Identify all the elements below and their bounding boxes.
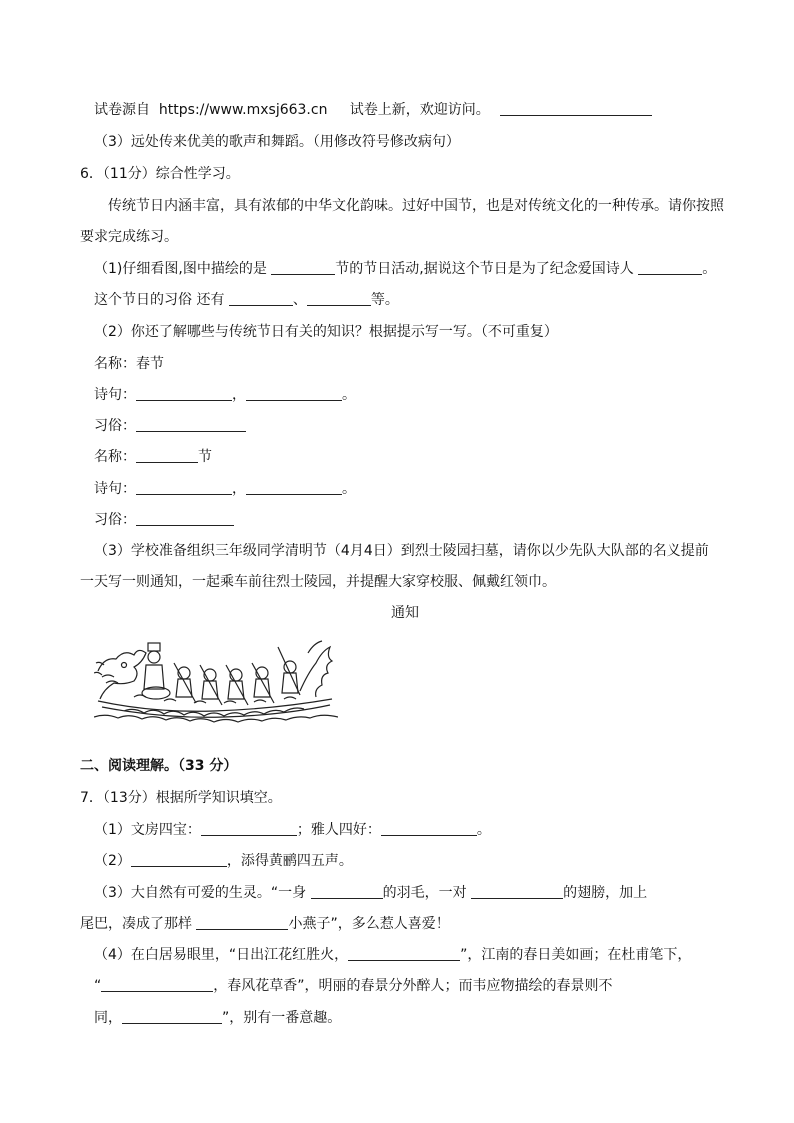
q6-1-text-e: 、 <box>292 292 307 308</box>
custom-blank-1[interactable] <box>229 290 293 306</box>
poem-line-2 <box>94 479 356 499</box>
custom-blank-2[interactable] <box>307 290 371 306</box>
source-url[interactable]: https://www.mxsj663.cn <box>158 102 328 118</box>
custom-line-1 <box>94 416 246 436</box>
comma: ， <box>232 387 246 403</box>
custom-label: 习俗： <box>94 512 136 528</box>
custom-blank-spring[interactable] <box>136 416 246 432</box>
q7-4-text-e: 同， <box>94 1010 122 1026</box>
four-hobbies-blank[interactable] <box>381 820 477 836</box>
q7-3-text-e: 小燕子”，多么惹人喜爱！ <box>288 916 450 932</box>
q7-4-text-b: ”，江南的春日美如画；在杜甫笔下， <box>460 947 692 963</box>
blank <box>500 100 652 116</box>
q7-2-line <box>94 851 353 871</box>
q6-heading: 6．（11分）综合性学习。 <box>80 166 240 182</box>
q6-1-text-f: 等。 <box>370 292 399 308</box>
festival-blank[interactable] <box>271 259 335 275</box>
poem-blank-1a[interactable] <box>136 385 232 401</box>
q7-3-text-a: （3）大自然有可爱的生灵。“一身 <box>94 885 307 901</box>
q6-1-text-b: 节的节日活动,据说这个节日是为了纪念爱国诗人 <box>335 261 634 277</box>
q7-1-text-c: 。 <box>476 822 491 838</box>
poem-line-1 <box>94 385 356 405</box>
du-fu-blank[interactable] <box>101 976 213 992</box>
custom-label: 习俗： <box>94 418 136 434</box>
four-treasures-blank[interactable] <box>201 820 297 836</box>
festival-suffix: 节 <box>198 449 212 465</box>
period: 。 <box>342 387 356 403</box>
q7-heading: 7．（13分）根据所学知识填空。 <box>80 790 282 806</box>
q7-1-text-b: ；雅人四好： <box>296 822 381 838</box>
q7-4-line1 <box>94 945 691 965</box>
name-label: 名称： <box>94 449 136 465</box>
q7-1-text-a: （1）文房四宝： <box>94 822 201 838</box>
q7-4-text-f: ”，别有一番意趣。 <box>222 1010 342 1026</box>
swallow-blank[interactable] <box>196 914 288 930</box>
q6-1-line1 <box>94 259 716 279</box>
poem-blank-1b[interactable] <box>246 385 342 401</box>
q7-2-text-b: ，添得黄鹂四五声。 <box>226 853 353 869</box>
poem-blank-2a[interactable] <box>136 479 232 495</box>
q7-4-text-c: “ <box>94 978 102 994</box>
q7-3-line2 <box>80 914 450 934</box>
q7-4-text-d: ，春风花草香”，明丽的春景分外醉人；而韦应物描绘的春景则不 <box>213 978 613 994</box>
festival-name-blank[interactable] <box>136 447 198 463</box>
q6-1-line2 <box>94 290 399 310</box>
q6-intro-1: 传统节日内涵丰富，具有浓郁的中华文化韵味。过好中国节，也是对传统文化的一种传承。请你按照 <box>108 198 724 214</box>
source-label: 试卷源自 <box>94 102 150 118</box>
q6-3-line2: 一天写一则通知，一起乘车前往烈士陵园，并提醒大家穿校服、佩戴红领巾。 <box>80 574 556 590</box>
bai-juyi-blank[interactable] <box>348 945 460 961</box>
notice-title: 通知 <box>391 605 419 621</box>
q7-4-line3 <box>94 1008 341 1028</box>
comma: ， <box>232 481 246 497</box>
q7-4-text-a: （4）在白居易眼里，“日出江花红胜火， <box>94 947 349 963</box>
q6-1-text-a: （1)仔细看图,图中描绘的是 <box>94 261 267 277</box>
q7-3-text-d: 尾巴，凑成了那样 <box>80 916 192 932</box>
source-line <box>94 100 652 120</box>
poem-label: 诗句： <box>94 387 136 403</box>
custom-blank-other[interactable] <box>136 510 234 526</box>
q7-3-text-c: 的翅膀，加上 <box>563 885 648 901</box>
q7-3-text-b: 的羽毛，一对 <box>382 885 467 901</box>
poem-label: 诗句： <box>94 481 136 497</box>
festival-name-2 <box>94 447 212 467</box>
poem-line-blank[interactable] <box>131 851 227 867</box>
q7-3-line1 <box>94 883 647 903</box>
wings-blank[interactable] <box>471 883 563 899</box>
q6-1-text-d: 这个节日的习俗 还有 <box>94 292 225 308</box>
feathers-blank[interactable] <box>311 883 383 899</box>
section-2-heading: 二、阅读理解。（33 分） <box>80 758 238 774</box>
q7-4-line2 <box>94 976 613 996</box>
q5-3-text: （3）远处传来优美的歌声和舞蹈。（用修改符号修改病句） <box>94 134 460 150</box>
source-tail: 试卷上新，欢迎访问。 <box>349 102 490 118</box>
custom-line-2 <box>94 510 234 530</box>
q6-3-line1: （3）学校准备组织三年级同学清明节（4月4日）到烈士陵园扫墓，请你以少先队大队部的名义提前 <box>94 543 709 559</box>
poet-blank[interactable] <box>638 259 702 275</box>
q7-1-line <box>94 820 491 840</box>
wei-yingwu-blank[interactable] <box>122 1008 222 1024</box>
poem-blank-2b[interactable] <box>246 479 342 495</box>
q6-2-text: （2）你还了解哪些与传统节日有关的知识？根据提示写一写。（不可重复） <box>94 324 558 340</box>
q6-1-text-c: 。 <box>702 261 717 277</box>
period: 。 <box>342 481 356 497</box>
q6-intro-2: 要求完成练习。 <box>80 229 178 245</box>
festival-name-1: 名称：春节 <box>94 356 164 372</box>
dragon-boat-illustration <box>94 633 338 725</box>
q7-2-text-a: （2） <box>94 853 131 869</box>
